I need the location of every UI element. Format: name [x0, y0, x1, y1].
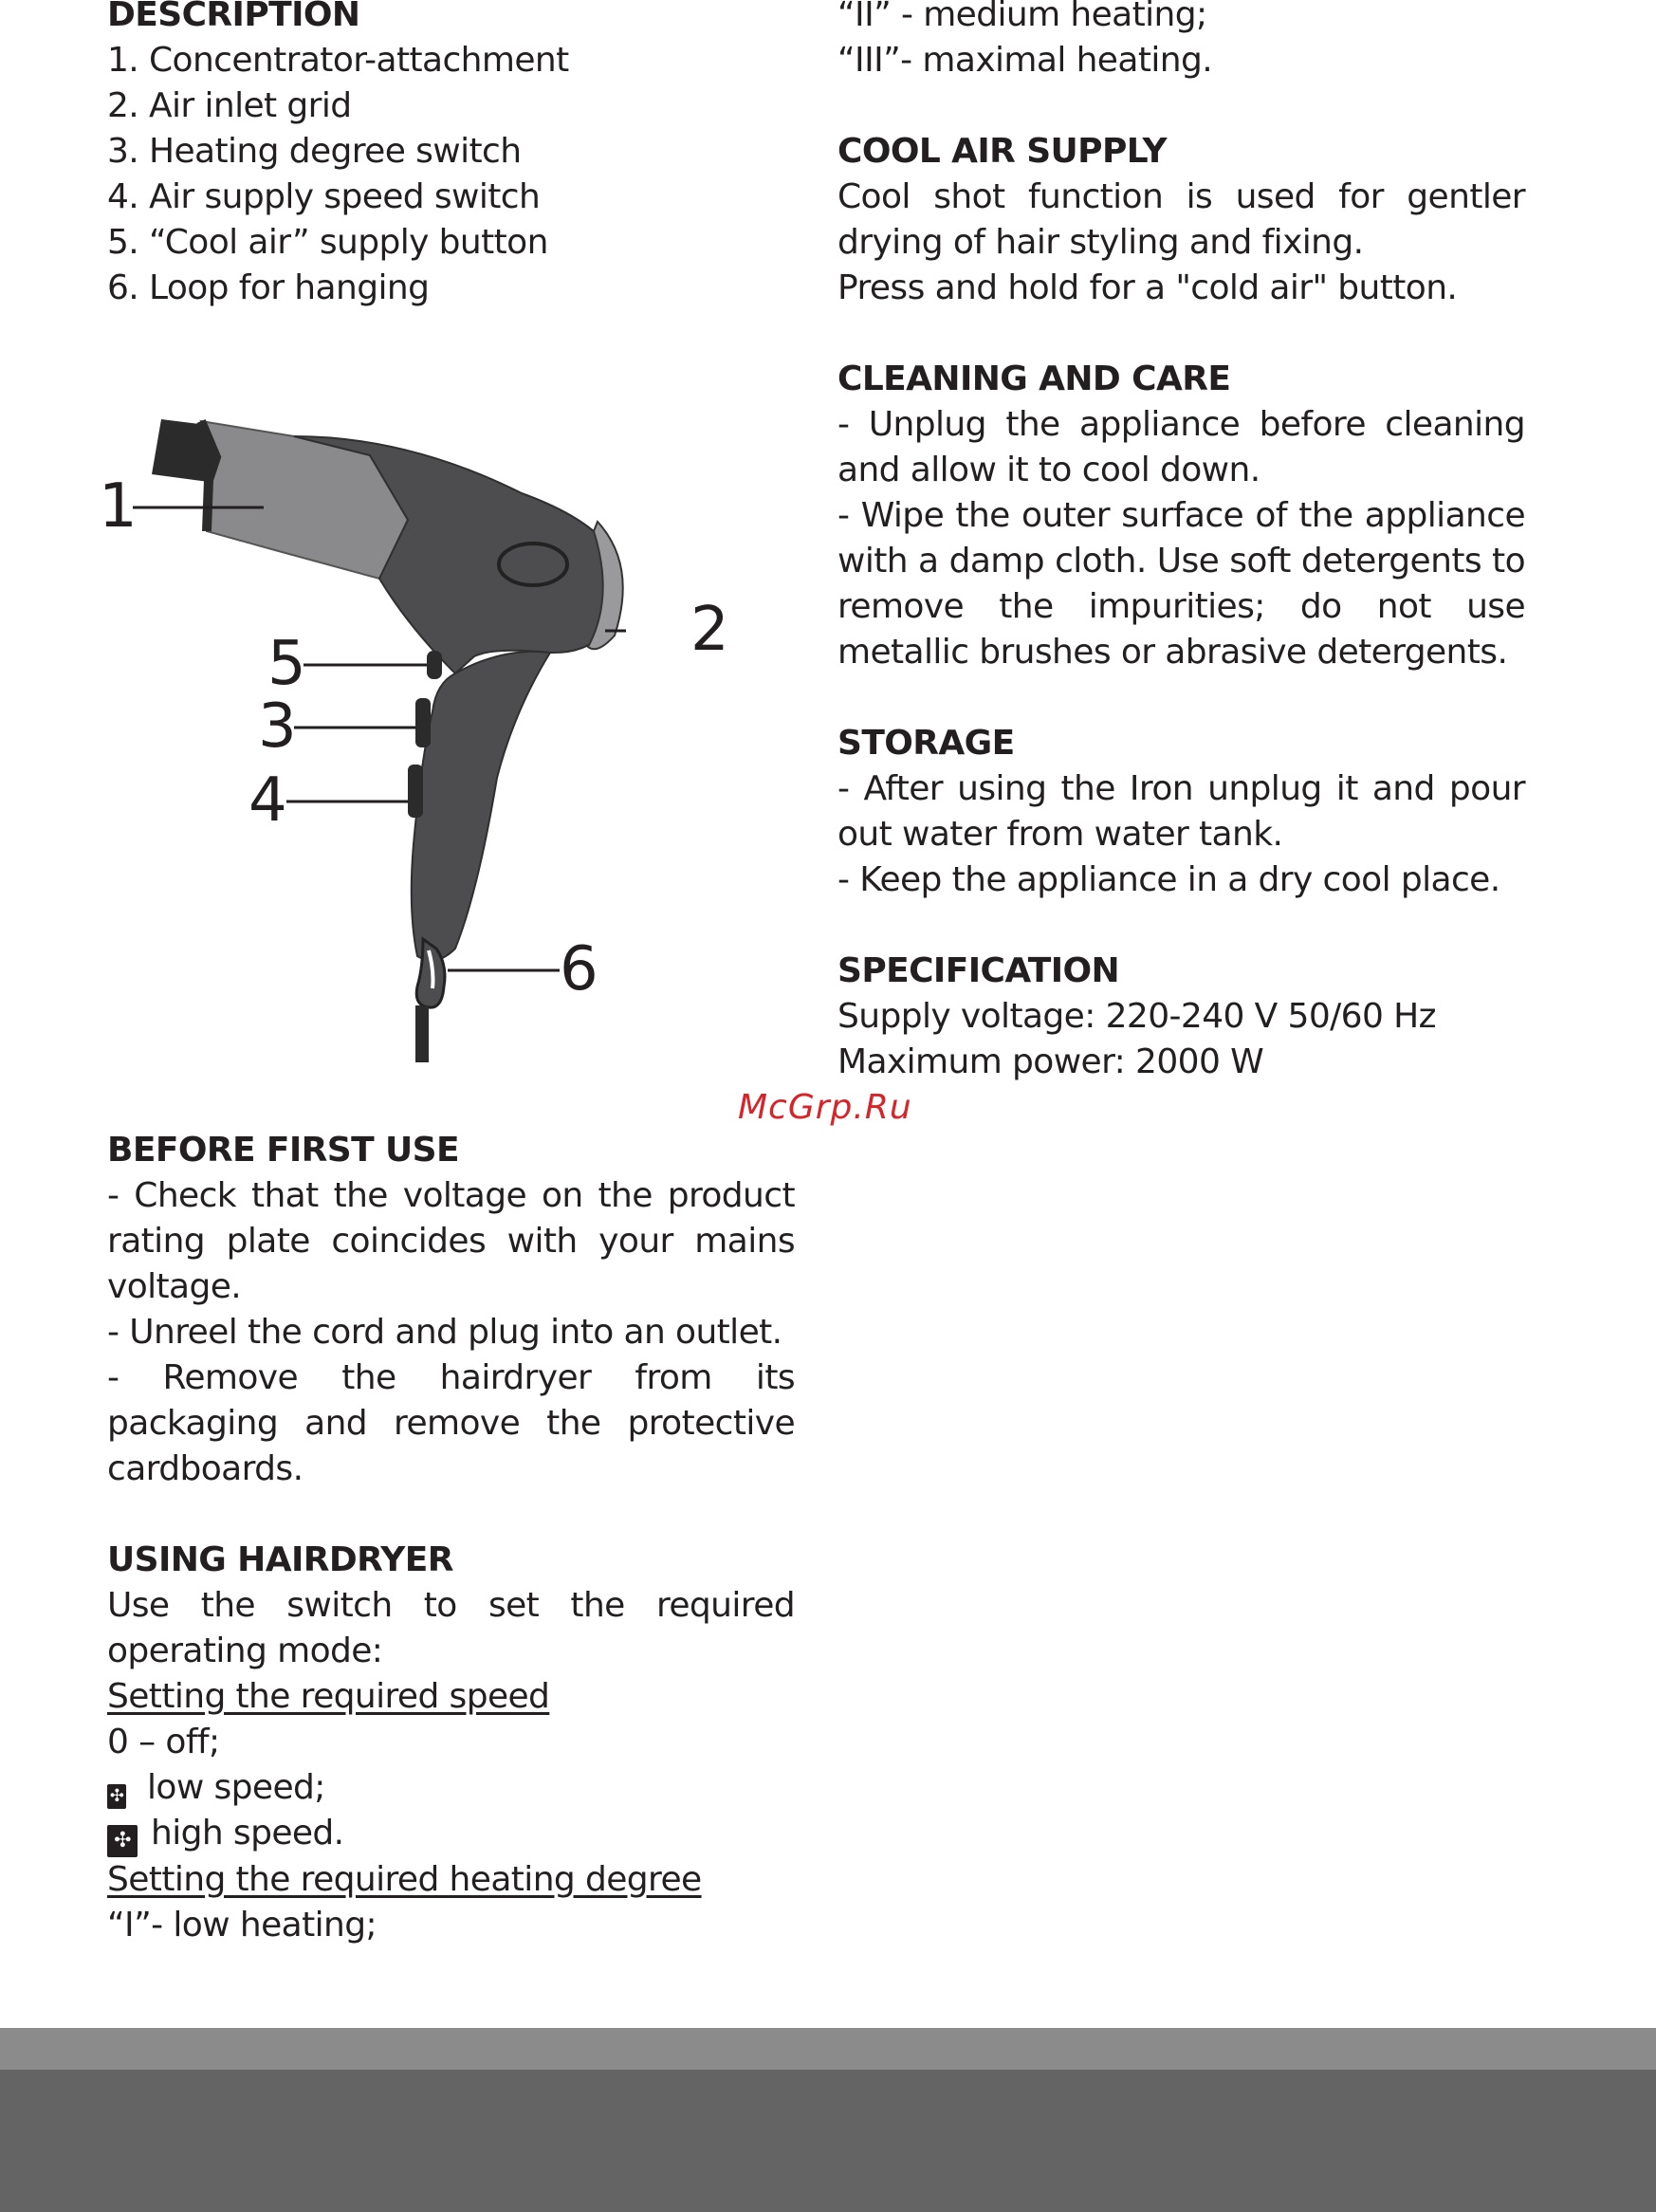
speed-high-label: high speed.	[151, 1814, 344, 1853]
footer-band	[0, 2070, 1656, 2212]
heat-max: “III”- maximal heating.	[837, 41, 1213, 80]
hairdryer-illustration	[95, 398, 729, 1081]
right-column	[837, 0, 1525, 1085]
callout-3: 3	[258, 691, 297, 762]
storage-paragraph: - After using the Iron unplug it and pour out water from water tank.	[837, 769, 1525, 854]
speed-off: 0 – off;	[107, 1723, 220, 1761]
watermark: McGrp.Ru	[738, 1088, 912, 1127]
fan-high-icon: ✣	[107, 1825, 138, 1857]
specification-heading: SPECIFICATION	[837, 951, 1120, 990]
cool-air-text: Cool shot function is used for gentler drying of hair styling and fixing.	[837, 177, 1525, 262]
heat-low: “I”- low heating;	[107, 1906, 377, 1945]
cool-air-button	[427, 651, 442, 679]
fan-low-icon: ✣	[107, 1784, 126, 1809]
oval-badge	[499, 544, 567, 585]
callout-4: 4	[248, 765, 287, 836]
spec-voltage: Supply voltage: 220-240 V 50/60 Hz	[837, 997, 1436, 1036]
usage-section	[107, 1128, 795, 1948]
speed-high-row	[107, 1811, 795, 1857]
footer-band-top	[0, 2028, 1656, 2070]
before-first-use-paragraph: - Unreel the cord and plug into an outlet.	[107, 1313, 782, 1352]
description-item: 5. “Cool air” supply button	[107, 223, 548, 262]
heat-medium: “II” - medium heating;	[837, 0, 1207, 34]
callout-6: 6	[560, 934, 598, 1005]
heating-switch	[415, 698, 431, 747]
speed-switch	[408, 765, 423, 818]
before-first-use-heading: BEFORE FIRST USE	[107, 1131, 459, 1170]
spec-power: Maximum power: 2000 W	[837, 1042, 1264, 1081]
cool-air-heading: COOL AIR SUPPLY	[837, 132, 1167, 171]
cool-air-text-2: Press and hold for a "cold air" button.	[837, 268, 1458, 307]
callout-2: 2	[690, 595, 729, 665]
description-item: 4. Air supply speed switch	[107, 177, 541, 216]
before-first-use-paragraph: - Remove the hairdryer from its packaging and remove the protective cardboards.	[107, 1358, 795, 1488]
callout-1: 1	[99, 471, 138, 542]
speed-subheading: Setting the required speed	[107, 1677, 550, 1716]
storage-paragraph: - Keep the appliance in a dry cool place.	[837, 860, 1500, 899]
cleaning-paragraph: - Wipe the outer surface of the appliance with a damp cloth. Use soft detergents to remove the impurities; do not use metallic brushes or abrasive detergents.	[837, 496, 1525, 672]
description-item: 2. Air inlet grid	[107, 86, 352, 125]
power-cord	[415, 1005, 429, 1062]
cleaning-heading: CLEANING AND CARE	[837, 359, 1231, 398]
cleaning-paragraph: - Unplug the appliance before cleaning and allow it to cool down.	[837, 405, 1525, 489]
using-heading: USING HAIRDRYER	[107, 1540, 453, 1579]
description-section	[107, 0, 795, 311]
callout-5: 5	[267, 629, 306, 699]
hairdryer-drawing	[95, 398, 626, 1081]
description-heading: DESCRIPTION	[107, 0, 360, 34]
description-item: 3. Heating degree switch	[107, 132, 522, 171]
storage-heading: STORAGE	[837, 724, 1015, 763]
using-intro: Use the switch to set the required operating mode:	[107, 1586, 795, 1670]
speed-low-row	[107, 1765, 795, 1811]
heat-subheading: Setting the required heating degree	[107, 1860, 702, 1899]
description-item: 6. Loop for hanging	[107, 268, 430, 307]
description-item: 1. Concentrator-attachment	[107, 41, 569, 80]
before-first-use-paragraph: - Check that the voltage on the product rating plate coincides with your mains voltage.	[107, 1176, 795, 1306]
dryer-handle	[412, 652, 550, 961]
speed-low-label: low speed;	[147, 1768, 325, 1807]
